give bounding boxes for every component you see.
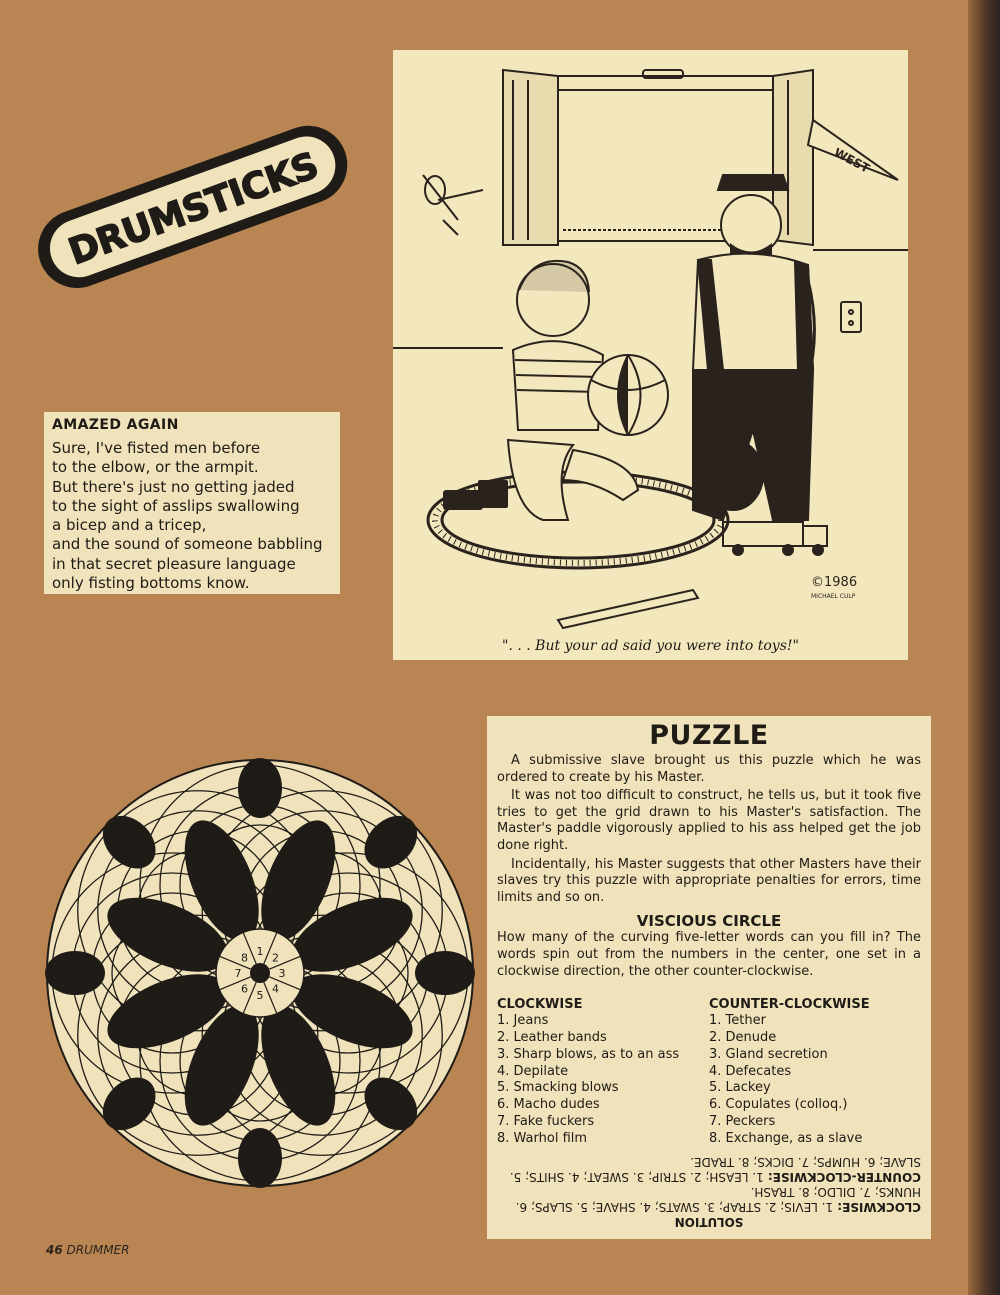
- clue-item: 6. Copulates (colloq.): [709, 1097, 848, 1113]
- logo-text: DRUMSTICKS: [63, 145, 324, 274]
- page-folio: [46, 1243, 130, 1257]
- grid-outer-lobe: [238, 1128, 282, 1188]
- clue-item: 5. Lackey: [709, 1080, 771, 1096]
- poem-line: But there's just no getting jaded: [52, 477, 295, 496]
- solution-clockwise-label: CLOCKWISE:: [837, 1199, 921, 1214]
- grid-outer-lobe: [415, 951, 475, 995]
- signature-name: MICHAEL CULP: [811, 593, 856, 600]
- grid-outer-lobe: [45, 951, 105, 995]
- puzzle-subtitle: VISCIOUS CIRCLE: [636, 912, 782, 931]
- clue-item: 1. Tether: [709, 1013, 766, 1029]
- cartoon-illustration: [393, 50, 908, 660]
- puzzle-title: PUZZLE: [649, 720, 769, 751]
- clue-item: 7. Peckers: [709, 1113, 776, 1129]
- clue-item: 2. Denude: [709, 1029, 777, 1045]
- grid-number: 6: [240, 982, 248, 996]
- cartoon-panel: [393, 50, 908, 660]
- puzzle-instructions: How many of the curving five-letter words can you fill in? The words spin out from the numbers in the center, one set in a clockwise direction, the other counter-clockwise.: [497, 930, 921, 979]
- grid-number: 5: [256, 989, 264, 1002]
- grid-number: 3: [278, 967, 286, 980]
- poem-line: to the sight of asslips swallowing: [52, 496, 300, 515]
- grid-number: 8: [240, 951, 248, 965]
- puzzle-box: [487, 716, 931, 1239]
- solution-clockwise: [497, 1184, 921, 1214]
- clue-item: 6. Macho dudes: [497, 1097, 600, 1113]
- poem-title: AMAZED AGAIN: [52, 417, 179, 433]
- solution-clockwise-answers: 1. LEVIS; 2. STRAP; 3. SWATS; 4. SHAVE; 5. SLAPS; 6. HUNKS; 7. DILDO; 8. TRASH.: [515, 1184, 921, 1214]
- grid-number: 1: [256, 945, 264, 958]
- clue-item: 8. Exchange, as a slave: [709, 1130, 863, 1146]
- clockwise-heading: CLOCKWISE: [497, 997, 583, 1013]
- grid-outer-lobe: [238, 758, 282, 818]
- clue-item: 4. Depilate: [497, 1063, 569, 1079]
- drumsticks-logo: [22, 120, 362, 290]
- poem-line: Sure, I've fisted men before: [52, 439, 261, 457]
- solution-counter-clockwise: [497, 1154, 921, 1184]
- poem-line: to the elbow, or the armpit.: [52, 458, 259, 477]
- magazine-name: DRUMMER: [66, 1243, 130, 1257]
- clue-item: 1. Jeans: [497, 1013, 549, 1029]
- poem-box: [44, 412, 340, 594]
- solution-title: SOLUTION: [674, 1214, 744, 1229]
- poem-line: only fisting bottoms know.: [52, 574, 250, 593]
- puzzle-grid: [45, 758, 475, 1188]
- clockwise-clues: [497, 996, 709, 1147]
- puzzle-solution-upside-down: [497, 1154, 921, 1229]
- clue-item: 4. Defecates: [709, 1063, 792, 1079]
- solution-counter-label: COUNTER-CLOCKWISE:: [767, 1169, 921, 1184]
- grid-number: 2: [272, 951, 280, 965]
- grid-number: 7: [234, 967, 242, 980]
- poem-line: in that secret pleasure language: [52, 554, 296, 573]
- clue-item: 5. Smacking blows: [497, 1080, 619, 1096]
- puzzle-paragraph: A submissive slave brought us this puzzle which he was ordered to create by his Master.: [497, 753, 921, 785]
- puzzle-paragraph: It was not too difficult to construct, he tells us, but it took five tries to get the grid drawn to his Master's satisfaction. The Master's paddle vigorously applied to his ass helped get the job done right.: [497, 788, 921, 853]
- puzzle-paragraph: Incidentally, his Master suggests that other Masters have their slaves try this puzzle with appropriate penalties for errors, time limits and so on.: [497, 856, 921, 905]
- solution-counter-answers: 1. LEASH; 2. STRIP; 3. SWEAT; 4. SHITS; 5. SLAVE; 6. HUMPS; 7. DICKS; 8. TRADE.: [509, 1154, 921, 1184]
- counter-clockwise-heading: COUNTER-CLOCKWISE: [709, 997, 870, 1013]
- poem-line: and the sound of someone babbling: [52, 535, 323, 554]
- poem-line: a bicep and a tricep,: [52, 516, 207, 535]
- clue-item: 8. Warhol film: [497, 1130, 588, 1146]
- clue-item: 3. Gland secretion: [709, 1046, 828, 1062]
- clue-item: 2. Leather bands: [497, 1029, 607, 1045]
- clue-lists: [497, 996, 921, 1147]
- pennant-text: WEST: [831, 145, 872, 176]
- counter-clockwise-clues: [709, 996, 921, 1147]
- signature: ©1986: [811, 575, 858, 590]
- clue-item: 3. Sharp blows, as to an ass: [497, 1046, 680, 1062]
- page-number: 46: [46, 1243, 63, 1257]
- cartoon-caption: ". . . But your ad said you were into toys!": [502, 638, 799, 654]
- grid-number: 4: [272, 982, 280, 996]
- clue-item: 7. Fake fuckers: [497, 1113, 595, 1129]
- page-gutter-shadow: [968, 0, 1000, 1295]
